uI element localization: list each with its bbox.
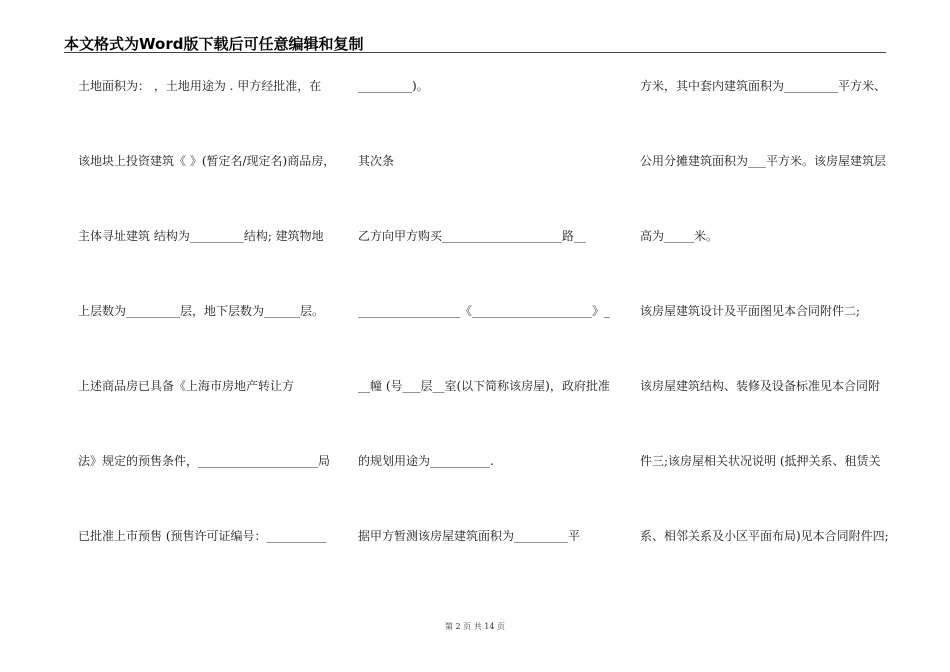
- column-line: 高为_____米。: [640, 229, 719, 243]
- header-divider: [64, 52, 886, 53]
- column-line: _________________《____________________》_: [358, 304, 611, 318]
- column-line: 主体寻址建筑 结构为_________结构; 建筑物地: [78, 229, 324, 243]
- column-line: 乙方向甲方购买____________________路__: [358, 229, 587, 243]
- column-line: 上层数为_________层，地下层数为______层。: [78, 304, 325, 318]
- column-line: 据甲方暂测该房屋建筑面积为_________平: [358, 529, 581, 543]
- column-line: 法》规定的预售条件，____________________局: [78, 454, 331, 468]
- column-line: 上述商品房已具备《上海市房地产转让方: [78, 379, 295, 393]
- column-line: __幢 (号___层__室(以下简称该房屋)，政府批准: [358, 379, 610, 393]
- column-line: 土地面积为： ，土地用途为 . 甲方经批准，在: [78, 79, 322, 93]
- column-line: 其次条: [358, 154, 395, 168]
- document-header-title: 本文格式为Word版下载后可任意编辑和复制: [64, 35, 364, 53]
- page-number: 第 2 页 共 14 页: [445, 622, 505, 631]
- column-line: 该房屋建筑设计及平面图见本合同附件二;: [640, 304, 861, 318]
- column-line: 系、相邻关系及小区平面布局)见本合同附件四;: [640, 529, 889, 543]
- column-line: 该房屋建筑结构、装修及设备标准见本合同附: [640, 379, 881, 393]
- column-line: 的规划用途为__________.: [358, 454, 494, 468]
- column-line: 该地块上投资建筑《 》(暂定名/现定名)商品房，: [78, 154, 336, 168]
- column-line: _________)。: [358, 79, 429, 93]
- column-line: 公用分摊建筑面积为___平方米。该房屋建筑层: [640, 154, 887, 168]
- column-line: 件三;该房屋相关状况说明 (抵押关系、租赁关: [640, 454, 881, 468]
- column-line: 方米，其中套内建筑面积为_________平方米、: [640, 79, 887, 93]
- column-line: 已批准上市预售 (预售许可证编号：__________: [78, 529, 327, 543]
